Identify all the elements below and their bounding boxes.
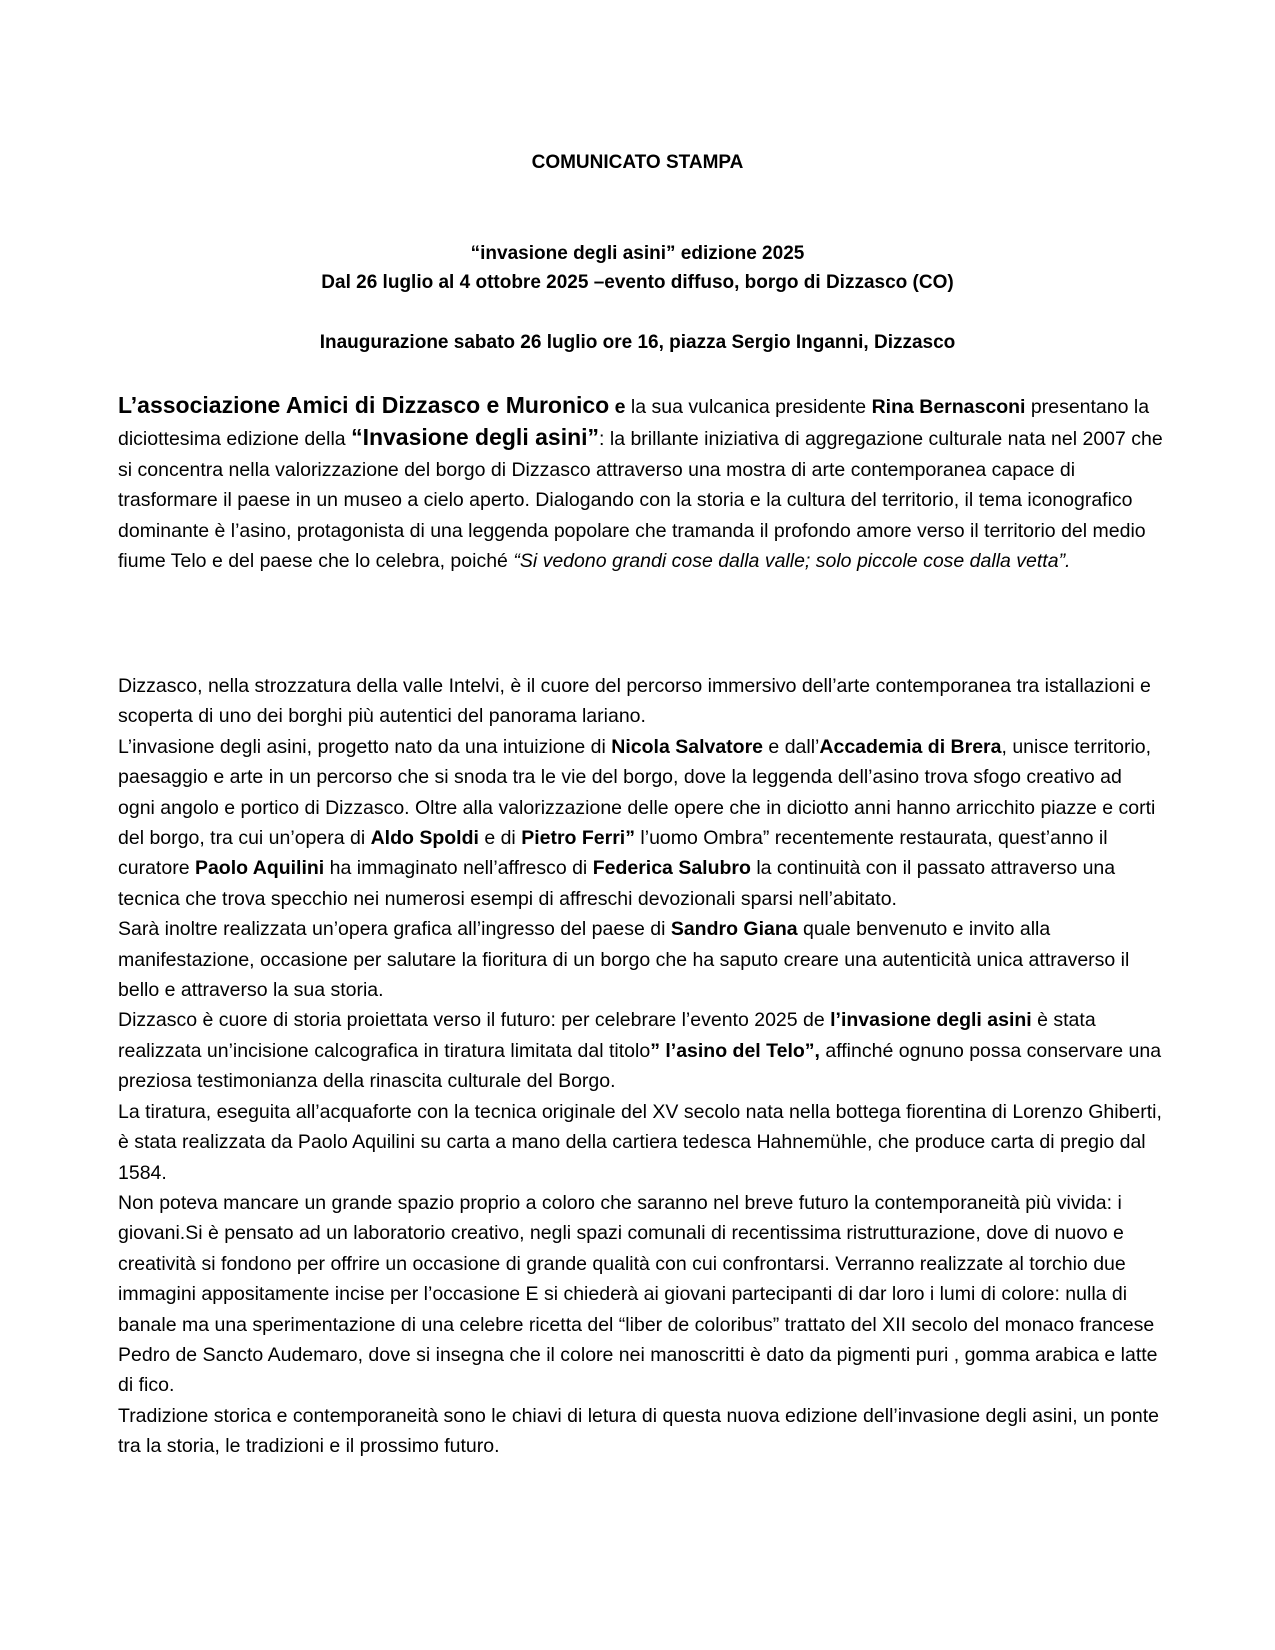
artist-name: Pietro Ferri” [521,827,635,850]
text-segment: l’uomo Ombra” recentemente restaurata, quest’anno il curatore [118,827,1108,880]
text-segment: , unisce territorio, paesaggio e arte in un percorso che si snoda tra le vie del borgo, dove la leggenda dell’asino trova sfogo creativo ad ogni angolo e portico di Dizzasco. Oltre alla valorizzazione delle opere che in diciotto anni hanno arricchito piazze e corti del borgo, tra cui un’opera di [118,735,1156,850]
artist-name: Federica Salubro [592,857,751,880]
curator-name: Paolo Aquilini [194,857,325,880]
main-paragraphs [118,671,1163,1462]
paragraph-project [118,732,1163,914]
text-segment: L’invasione degli asini, progetto nato da una intuizione di [118,735,612,758]
event-name: “Invasione degli asini” [351,424,600,451]
intro-text-segment: presentano la diciottesima edizione della [118,396,1150,451]
association-name: L’associazione Amici di Dizzasco e Muronico [118,392,610,418]
text-segment: e di [478,827,522,850]
paragraph-graphic-work [118,914,1163,1005]
inauguration-info: Inaugurazione sabato 26 luglio ore 16, piazza Sergio Inganni, Dizzasco [319,332,956,353]
text-segment: Dizzasco è cuore di storia proiettata verso il futuro: per celebrare l’evento 2025 de [118,1009,831,1032]
intro-text-segment: la sua vulcanica presidente [625,396,872,418]
paragraph-dizzasco: Dizzasco, nella strozzatura della valle Intelvi, è il cuore del percorso immersivo dell’arte contemporanea tra istallazioni e scoperta di uno dei borghi più autentici del panorama lariano. [118,675,1151,728]
text-segment: quale benvenuto e invito alla manifestazione, occasione per salutare la fioritura di un borgo che ha saputo creare una autenticità unica attraverso il bello e attraverso la sua storia. [118,918,1130,1002]
text-segment: affinché ognuno possa conservare una preziosa testimonianza della rinascita culturale del Borgo. [118,1039,1162,1093]
quote-text: “Si vedono grandi cose dalla valle; solo piccole cose dalla vetta”. [513,550,1071,573]
paragraph-print-run: La tiratura, eseguita all’acquaforte con la tecnica originale del XV secolo nata nella bottega fiorentina di Lorenzo Ghiberti, è stata realizzata da Paolo Aquilini su carta a mano della cartiera tedesca Hahnemühle, che produce carta di pregio dal 1584. [118,1100,1162,1184]
intro-paragraph [118,390,1163,576]
engraving-title: ” l’asino del Telo”, [650,1039,820,1062]
artist-name: Nicola Salvatore [611,735,764,758]
conjunction-text: e [609,396,626,418]
paragraph-engraving [118,1005,1163,1096]
artist-name: Aldo Spoldi [370,827,479,850]
event-title: “invasione degli asini” edizione 2025 [470,243,805,264]
paragraph-closing: Tradizione storica e contemporaneità sono le chiavi di letura di questa nuova edizione dell’invasione degli asini, un ponte tra la storia, le tradizioni e il prossimo futuro. [118,1404,1160,1458]
academy-name: Accademia di Brera [819,735,1002,758]
paragraph-youth-lab: Non poteva mancare un grande spazio proprio a coloro che saranno nel breve futuro la contemporaneità più vivida: i giovani.Si è pensato ad un laboratorio creativo, negli spazi comunali di recentissima ristrutturazione, dove di nuovo e creatività si fondono per offrire un occasione di grande qualità con cui confrontarsi. Verranno realizzate al torchio due immagini appositamente incise per l’occasione E si chiederà ai giovani partecipanti di dar loro i lumi di colore: nulla di banale ma una sperimentazione di una celebre ricetta del “liber de coloribus” trattato del XII secolo del monaco francese Pedro de Sancto Audemaro, dove si insegna che il colore nei manoscritti è dato da pigmenti puri , gomma arabica e latte di fico. [118,1191,1158,1397]
artist-name: Sandro Giana [670,918,798,941]
event-name-bold: l’invasione degli asini [830,1009,1032,1032]
intro-text [118,390,1163,576]
text-segment: la continuità con il passato attraverso una tecnica che trova specchio nei numerosi esempi di affreschi devozionali sparsi nell’abitato. [118,857,1116,910]
president-name: Rina Bernasconi [871,396,1026,418]
event-dates: Dal 26 luglio al 4 ottobre 2025 –evento diffuso, borgo di Dizzasco (CO) [321,272,954,293]
text-segment: ha immaginato nell’affresco di [324,857,593,880]
text-segment: è stata realizzata un’incisione calcografica in tiratura limitata dal titolo [118,1009,1096,1062]
intro-text-segment: : la brillante iniziativa di aggregazione culturale nata nel 2007 che si concentra nella valorizzazione del borgo di Dizzasco attraverso una mostra di arte contemporanea capace di trasformare il paese in un museo a cielo aperto. Dialogando con la storia e la cultura del territorio, il tema iconografico dominante è l’asino, protagonista di una leggenda popolare che tramanda il profondo amore verso il territorio del medio fiume Telo e del paese che lo celebra, poiché [118,428,1163,573]
document-title: COMUNICATO STAMPA [531,152,744,173]
text-segment: Sarà inoltre realizzata un’opera grafica all’ingresso del paese di [118,918,671,941]
text-segment: e dall’ [763,735,820,758]
